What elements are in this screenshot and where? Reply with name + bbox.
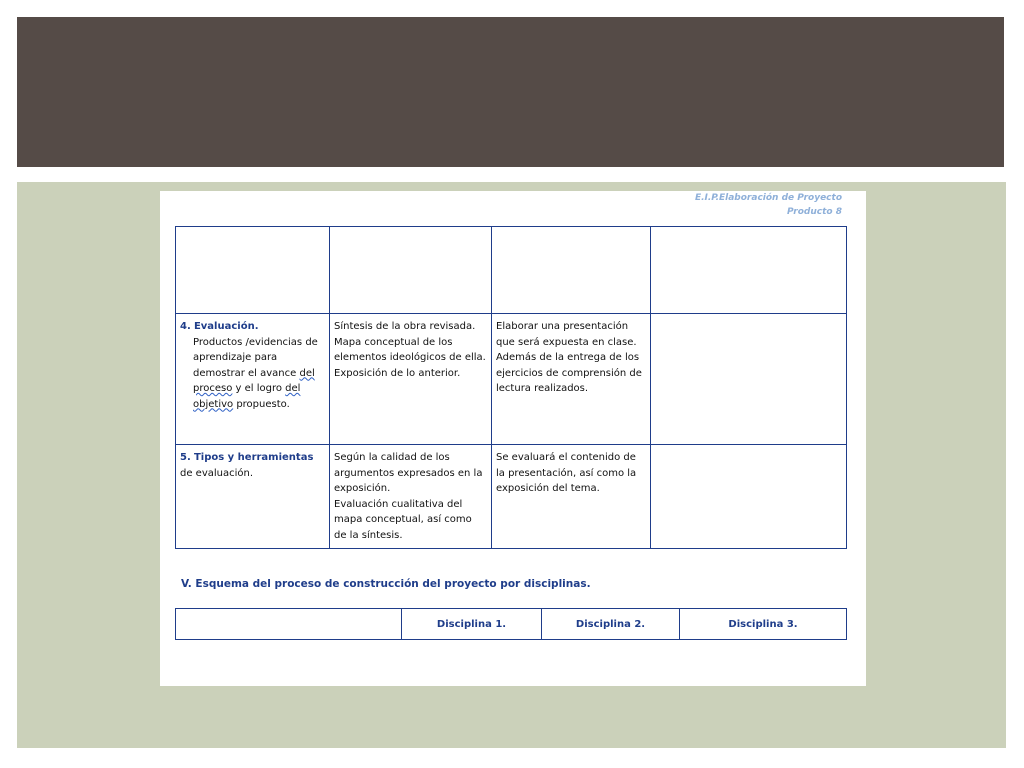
discipline-2-header: Disciplina 2. [542,609,680,640]
evaluacion-text-b: y el logro [232,383,286,394]
cell-line: Síntesis de la obra revisada. [334,321,476,332]
evaluacion-number: 4. [180,321,191,332]
table-cell [651,314,847,445]
cell-line: Mapa conceptual de los elementos ideológicos de ella. [334,336,486,363]
evaluacion-description [180,335,325,413]
spellcheck-underline: del objetivo [193,383,301,410]
document-header [695,191,842,219]
tipos-heading: Tipos y herramientas [193,452,314,463]
cell-line: Según la calidad de los argumentos expresados en la exposición. [334,452,483,494]
tipos-number: 5. [180,452,191,463]
evaluacion-text-c: propuesto. [233,398,290,410]
table-cell [492,227,651,314]
table-cell [176,227,330,314]
table-row-empty [176,227,847,314]
table-row-tipos [176,445,847,549]
project-table [175,226,847,549]
section-v-title: V. Esquema del proceso de construcción del proyecto por disciplinas. [181,578,591,590]
tipos-heading-rest: de evaluación. [180,467,254,479]
cell-line: Exposición de lo anterior. [334,367,461,379]
table-cell [651,445,847,549]
tipos-evaluation-cell [492,445,651,549]
table-cell [651,227,847,314]
cell-line: Elaborar una presentación que será expuesta en clase. [496,321,637,348]
disciplines-table [175,608,847,640]
discipline-3-header: Disciplina 3. [680,609,847,640]
evaluacion-activities-cell [492,314,651,445]
table-cell [176,609,402,640]
header-line-2: Producto 8 [786,207,842,217]
document-page [160,191,866,686]
title-banner [17,17,1004,167]
table-cell [330,227,492,314]
evaluacion-products-cell [330,314,492,445]
evaluacion-heading: Evaluación. [193,321,259,332]
tipos-criteria-cell [330,445,492,549]
cell-line: Se evaluará el contenido de la presentación, así como la exposición del tema. [496,452,637,494]
evaluacion-text-a: Productos /evidencias de aprendizaje para demostrar el avance [193,336,318,379]
header-line-1: E.I.P.Elaboración de Proyecto [694,193,842,203]
tipos-label-cell [176,445,330,549]
cell-line: Evaluación cualitativa del mapa conceptual, así como de la síntesis. [334,498,472,541]
evaluacion-label-cell [176,314,330,445]
cell-line: Además de la entrega de los ejercicios de comprensión de lectura realizados. [496,352,642,394]
spellcheck-underline: del proceso [193,367,315,394]
table-row [176,609,847,640]
table-row-evaluacion [176,314,847,445]
discipline-1-header: Disciplina 1. [402,609,542,640]
